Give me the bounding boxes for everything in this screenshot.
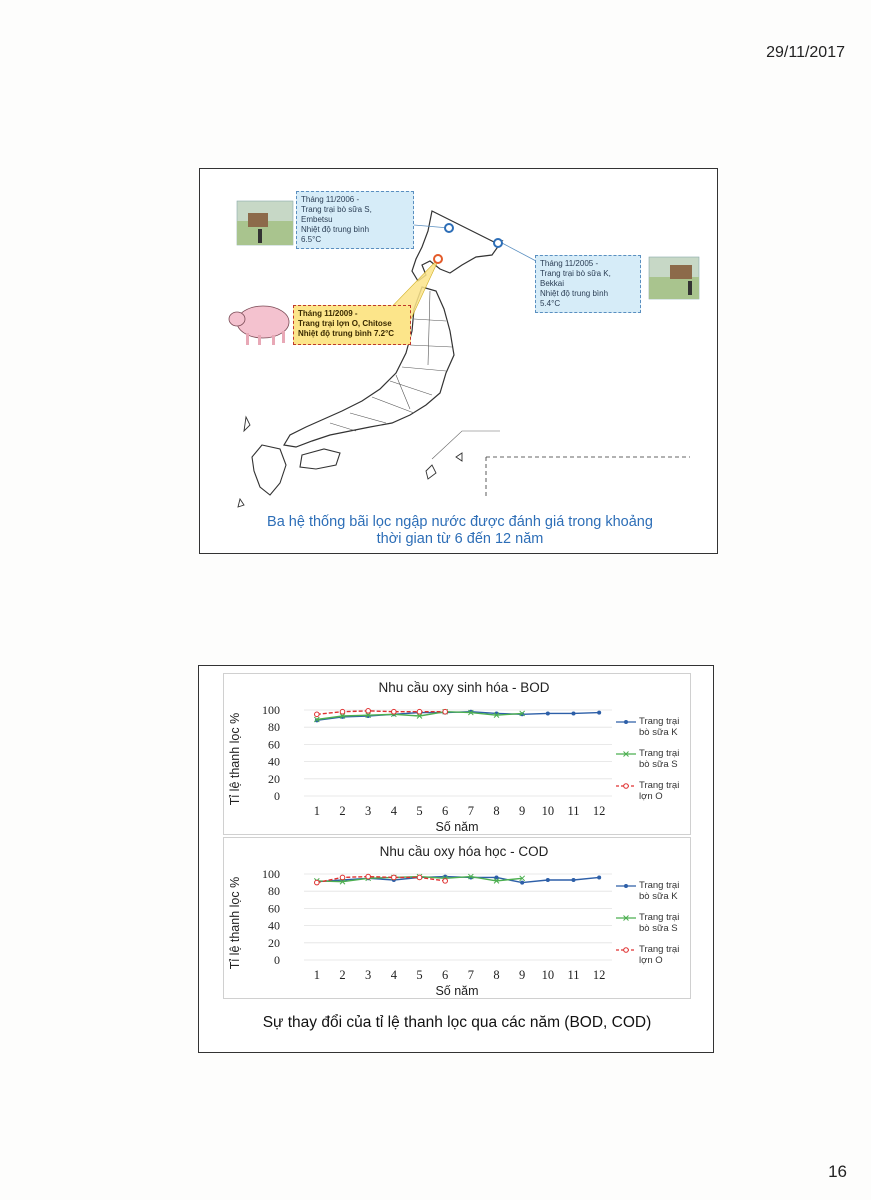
y-tick-label: 60 — [268, 901, 280, 916]
y-tick-label: 40 — [268, 918, 280, 933]
farm-k-marker — [494, 239, 502, 247]
chart-caption: Sự thay đổi của tỉ lệ thanh lọc qua các năm (BOD, COD) — [262, 1014, 652, 1031]
callout-line: Trang trại bò sữa K, — [540, 269, 611, 278]
japan-map — [200, 169, 717, 553]
callout-line: Tháng 11/2006 - — [301, 195, 360, 204]
y-tick-label: 0 — [274, 789, 280, 803]
farm-o-marker — [434, 255, 442, 263]
callout-line: Nhiệt độ trung bình — [540, 289, 609, 298]
cod-chart-panel — [223, 837, 691, 999]
legend-label: Trang trại lợn O — [639, 780, 680, 802]
y-tick-label: 100 — [262, 703, 280, 717]
callout-line: Trang trại lợn O, Chitose — [298, 319, 392, 328]
data-point — [340, 875, 345, 880]
y-axis-label: Tỉ lệ thanh lọc % — [228, 876, 242, 970]
x-tick-label: 8 — [493, 968, 500, 982]
x-tick-label: 3 — [365, 804, 372, 818]
chart-title: Nhu cầu oxy sinh hóa - BOD — [378, 680, 550, 695]
x-tick-label: 5 — [416, 804, 423, 818]
y-tick-label: 20 — [268, 771, 280, 786]
x-tick-label: 11 — [567, 968, 580, 982]
legend-label: Trang trại lợn O — [639, 944, 680, 966]
callout-line: Nhiệt độ trung bình — [301, 225, 370, 234]
x-tick-label: 1 — [313, 804, 320, 818]
y-tick-label: 60 — [268, 737, 280, 752]
data-point — [417, 875, 422, 880]
data-point — [597, 711, 601, 715]
shikoku-shape — [300, 449, 340, 469]
callout-line: 5.4°C — [540, 299, 561, 308]
y-tick-label: 100 — [262, 867, 280, 881]
data-point — [546, 711, 550, 715]
hokkaido-shape — [412, 211, 502, 281]
y-tick-label: 0 — [274, 953, 280, 967]
legend-marker — [624, 948, 629, 953]
x-tick-label: 9 — [519, 804, 526, 818]
y-axis-label: Tỉ lệ thanh lọc % — [228, 712, 242, 806]
data-point — [366, 874, 371, 879]
x-tick-label: 9 — [519, 968, 526, 982]
cod-chart — [224, 838, 690, 998]
x-tick-label: 10 — [541, 804, 555, 818]
callout-line: Trang trại bò sữa S, — [301, 205, 372, 214]
bod-chart-panel — [223, 673, 691, 835]
map-caption — [220, 514, 700, 548]
y-tick-label: 80 — [268, 720, 280, 735]
legend-marker — [624, 884, 628, 888]
callout-farm-o — [293, 305, 411, 345]
data-point — [366, 709, 371, 714]
map-caption-line2: thời gian từ 6 đến 12 năm — [376, 531, 544, 547]
x-tick-label: 2 — [339, 968, 346, 982]
data-point — [392, 709, 397, 714]
legend-label: Trang trại bò sữa S — [639, 912, 680, 934]
chart-title: Nhu cầu oxy hóa học - COD — [379, 844, 549, 859]
map-caption-line1: Ba hệ thống bãi lọc ngập nước được đánh giá trong khoảng — [267, 514, 653, 530]
data-point — [546, 878, 550, 882]
bod-chart — [224, 674, 690, 834]
x-tick-label: 7 — [467, 804, 474, 818]
x-tick-label: 4 — [390, 804, 397, 818]
legend-marker — [624, 784, 629, 789]
y-tick-label: 80 — [268, 884, 280, 899]
x-tick-label: 3 — [365, 968, 372, 982]
data-point — [315, 880, 320, 885]
farm-k-photo — [649, 257, 699, 299]
x-tick-label: 6 — [442, 804, 449, 818]
page-date: 29/11/2017 — [766, 44, 845, 61]
callout-line: 6.5°C — [301, 235, 322, 244]
kyushu-shape — [252, 445, 286, 495]
y-tick-label: 20 — [268, 935, 280, 950]
x-tick-label: 5 — [416, 968, 423, 982]
data-point — [340, 709, 345, 714]
legend-label: Trang trại bò sữa S — [639, 748, 680, 770]
pig-illustration — [229, 306, 289, 345]
callout-farm-k — [535, 255, 641, 313]
farm-s-photo — [237, 201, 293, 245]
x-tick-label: 10 — [541, 968, 555, 982]
map-slide — [199, 168, 718, 554]
x-tick-label: 7 — [467, 968, 474, 982]
x-axis-label: Số năm — [435, 984, 479, 998]
chart-slide — [198, 665, 714, 1053]
x-tick-label: 12 — [592, 804, 606, 818]
data-point — [443, 879, 448, 884]
farm-s-marker — [445, 224, 453, 232]
data-point — [572, 711, 576, 715]
data-point — [315, 712, 320, 717]
data-point — [572, 878, 576, 882]
legend-label: Trang trại bò sữa K — [639, 716, 680, 738]
x-tick-label: 12 — [592, 968, 606, 982]
data-point — [443, 709, 448, 714]
callout-line: Nhiệt độ trung bình 7.2°C — [298, 329, 395, 338]
callout-line: Tháng 11/2005 - — [540, 259, 599, 268]
x-tick-label: 2 — [339, 804, 346, 818]
data-point — [417, 709, 422, 714]
callout-farm-s — [296, 191, 414, 249]
legend-label: Trang trại bò sữa K — [639, 880, 680, 902]
x-tick-label: 4 — [390, 968, 397, 982]
x-tick-label: 1 — [313, 968, 320, 982]
page-number: 16 — [828, 1162, 847, 1181]
data-point — [520, 881, 524, 885]
data-point — [392, 875, 397, 880]
legend-marker — [624, 720, 628, 724]
callout-line: Tháng 11/2009 - — [298, 309, 358, 318]
callout-line: Embetsu — [301, 215, 333, 224]
x-tick-label: 11 — [567, 804, 580, 818]
x-axis-label: Số năm — [435, 820, 479, 834]
x-tick-label: 8 — [493, 804, 500, 818]
data-point — [597, 875, 601, 879]
callout-line: Bekkai — [540, 279, 565, 288]
x-tick-label: 6 — [442, 968, 449, 982]
y-tick-label: 40 — [268, 754, 280, 769]
